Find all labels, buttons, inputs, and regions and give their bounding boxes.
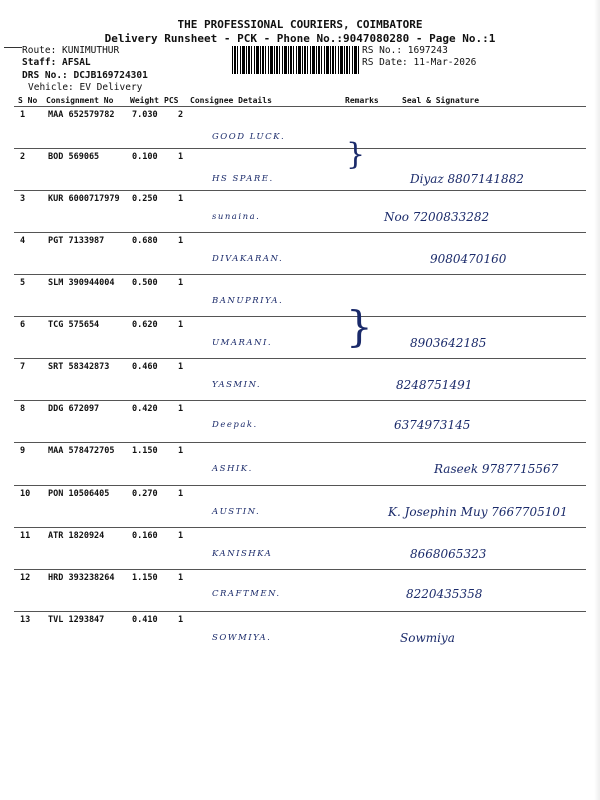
consignee-name: BANUPRIYA.: [212, 296, 284, 306]
row-divider: [14, 527, 586, 528]
row-weight: 0.270: [132, 489, 158, 499]
row-consignment-no: MAA 652579782: [48, 110, 115, 120]
staff-label: Staff: AFSAL: [22, 57, 91, 68]
row-pcs: 1: [178, 152, 184, 162]
consignee-name: sunaina.: [212, 212, 261, 222]
row-divider: [14, 611, 586, 612]
scan-edge: [594, 0, 600, 800]
header-dash: [4, 47, 22, 48]
row-weight: 0.410: [132, 615, 158, 625]
row-weight: 0.100: [132, 152, 158, 162]
row-sno: 3: [20, 194, 26, 204]
row-weight: 0.420: [132, 404, 158, 414]
runsheet-subtitle: Delivery Runsheet - PCK - Phone No.:9047080280 - Page No.:1: [104, 32, 496, 45]
row-pcs: 1: [178, 404, 184, 414]
row-sno: 5: [20, 278, 26, 288]
recipient-signature: Diyaz 8807141882: [410, 172, 524, 186]
row-sno: 1: [20, 110, 26, 120]
drs-number: DRS No.: DCJB169724301: [22, 70, 148, 81]
row-weight: 1.150: [132, 446, 158, 456]
row-pcs: 1: [178, 362, 184, 372]
row-divider: [14, 358, 586, 359]
consignee-name: ASHIK.: [212, 464, 253, 474]
row-divider: [14, 190, 586, 191]
row-consignment-no: DDG 672097: [48, 404, 100, 414]
row-sno: 2: [20, 152, 26, 162]
consignee-name: UMARANI.: [212, 338, 273, 348]
row-pcs: 1: [178, 446, 184, 456]
row-pcs: 1: [178, 320, 184, 330]
recipient-signature: 6374973145: [394, 418, 471, 432]
consignee-name: KANISHKA: [212, 549, 273, 559]
row-consignment-no: PGT 7133987: [48, 236, 105, 246]
row-divider: [14, 274, 586, 275]
row-sno: 7: [20, 362, 26, 372]
recipient-signature: Noo 7200833282: [384, 210, 490, 224]
row-consignment-no: BOD 569065: [48, 152, 100, 162]
row-pcs: 2: [178, 110, 184, 120]
consignee-name: CRAFTMEN.: [212, 589, 281, 599]
remarks-brace-2: }: [346, 302, 373, 351]
row-weight: 0.250: [132, 194, 158, 204]
row-consignment-no: MAA 578472705: [48, 446, 115, 456]
row-sno: 8: [20, 404, 26, 414]
header-rule: [14, 106, 586, 107]
barcode: [232, 46, 360, 74]
row-weight: 7.030: [132, 110, 158, 120]
row-consignment-no: PON 10506405: [48, 489, 110, 499]
row-pcs: 1: [178, 236, 184, 246]
row-divider: [14, 400, 586, 401]
row-consignment-no: ATR 1820924: [48, 531, 105, 541]
row-weight: 0.160: [132, 531, 158, 541]
row-weight: 0.500: [132, 278, 158, 288]
rs-date: RS Date: 11-Mar-2026: [362, 57, 477, 68]
recipient-signature: 8668065323: [410, 547, 487, 561]
row-divider: [14, 232, 586, 233]
row-sno: 11: [20, 531, 31, 541]
row-divider: [14, 485, 586, 486]
col-weight: Weight: [130, 96, 159, 105]
col-remarks: Remarks: [345, 96, 379, 105]
row-weight: 0.460: [132, 362, 158, 372]
row-sno: 6: [20, 320, 26, 330]
recipient-signature: 8903642185: [410, 336, 487, 350]
row-weight: 0.620: [132, 320, 158, 330]
col-consignee: Consignee Details: [190, 96, 272, 105]
recipient-signature: 9080470160: [430, 252, 507, 266]
consignee-name: AUSTIN.: [212, 507, 261, 517]
row-consignment-no: KUR 6000717979: [48, 194, 120, 204]
col-sno: S No: [18, 96, 38, 105]
recipient-signature: 8248751491: [396, 378, 473, 392]
row-sno: 12: [20, 573, 31, 583]
col-pcs: PCS: [164, 96, 179, 105]
col-seal-signature: Seal & Signature: [402, 96, 480, 105]
consignee-name: GOOD LUCK.: [212, 132, 286, 142]
consignee-name: SOWMIYA.: [212, 633, 272, 643]
consignee-name: HS SPARE.: [212, 174, 274, 184]
vehicle-label: Vehicle: EV Delivery: [28, 82, 143, 93]
consignee-name: DIVAKARAN.: [212, 254, 284, 264]
row-consignment-no: HRD 393238264: [48, 573, 115, 583]
consignee-name: Deepak.: [212, 420, 258, 430]
consignee-name: YASMIN.: [212, 380, 262, 390]
row-consignment-no: SRT 58342873: [48, 362, 110, 372]
row-divider: [14, 316, 586, 317]
row-consignment-no: SLM 390944004: [48, 278, 115, 288]
recipient-signature: Sowmiya: [400, 631, 455, 645]
row-divider: [14, 148, 586, 149]
row-sno: 10: [20, 489, 31, 499]
recipient-signature: 8220435358: [406, 587, 483, 601]
row-pcs: 1: [178, 278, 184, 288]
row-consignment-no: TCG 575654: [48, 320, 100, 330]
remarks-brace-1: }: [346, 137, 366, 172]
row-weight: 0.680: [132, 236, 158, 246]
rs-number: RS No.: 1697243: [362, 45, 448, 56]
company-title: THE PROFESSIONAL COURIERS, COIMBATORE: [177, 18, 423, 31]
row-sno: 9: [20, 446, 26, 456]
row-consignment-no: TVL 1293847: [48, 615, 105, 625]
row-pcs: 1: [178, 194, 184, 204]
row-weight: 1.150: [132, 573, 158, 583]
row-sno: 13: [20, 615, 31, 625]
row-pcs: 1: [178, 489, 184, 499]
row-divider: [14, 569, 586, 570]
row-divider: [14, 442, 586, 443]
row-pcs: 1: [178, 573, 184, 583]
col-consignment: Consignment No: [46, 96, 114, 105]
recipient-signature: K. Josephin Muy 7667705101: [388, 505, 568, 519]
row-sno: 4: [20, 236, 26, 246]
route-label: Route: KUNIMUTHUR: [22, 45, 120, 56]
row-pcs: 1: [178, 615, 184, 625]
row-pcs: 1: [178, 531, 184, 541]
recipient-signature: Raseek 9787715567: [434, 462, 559, 476]
